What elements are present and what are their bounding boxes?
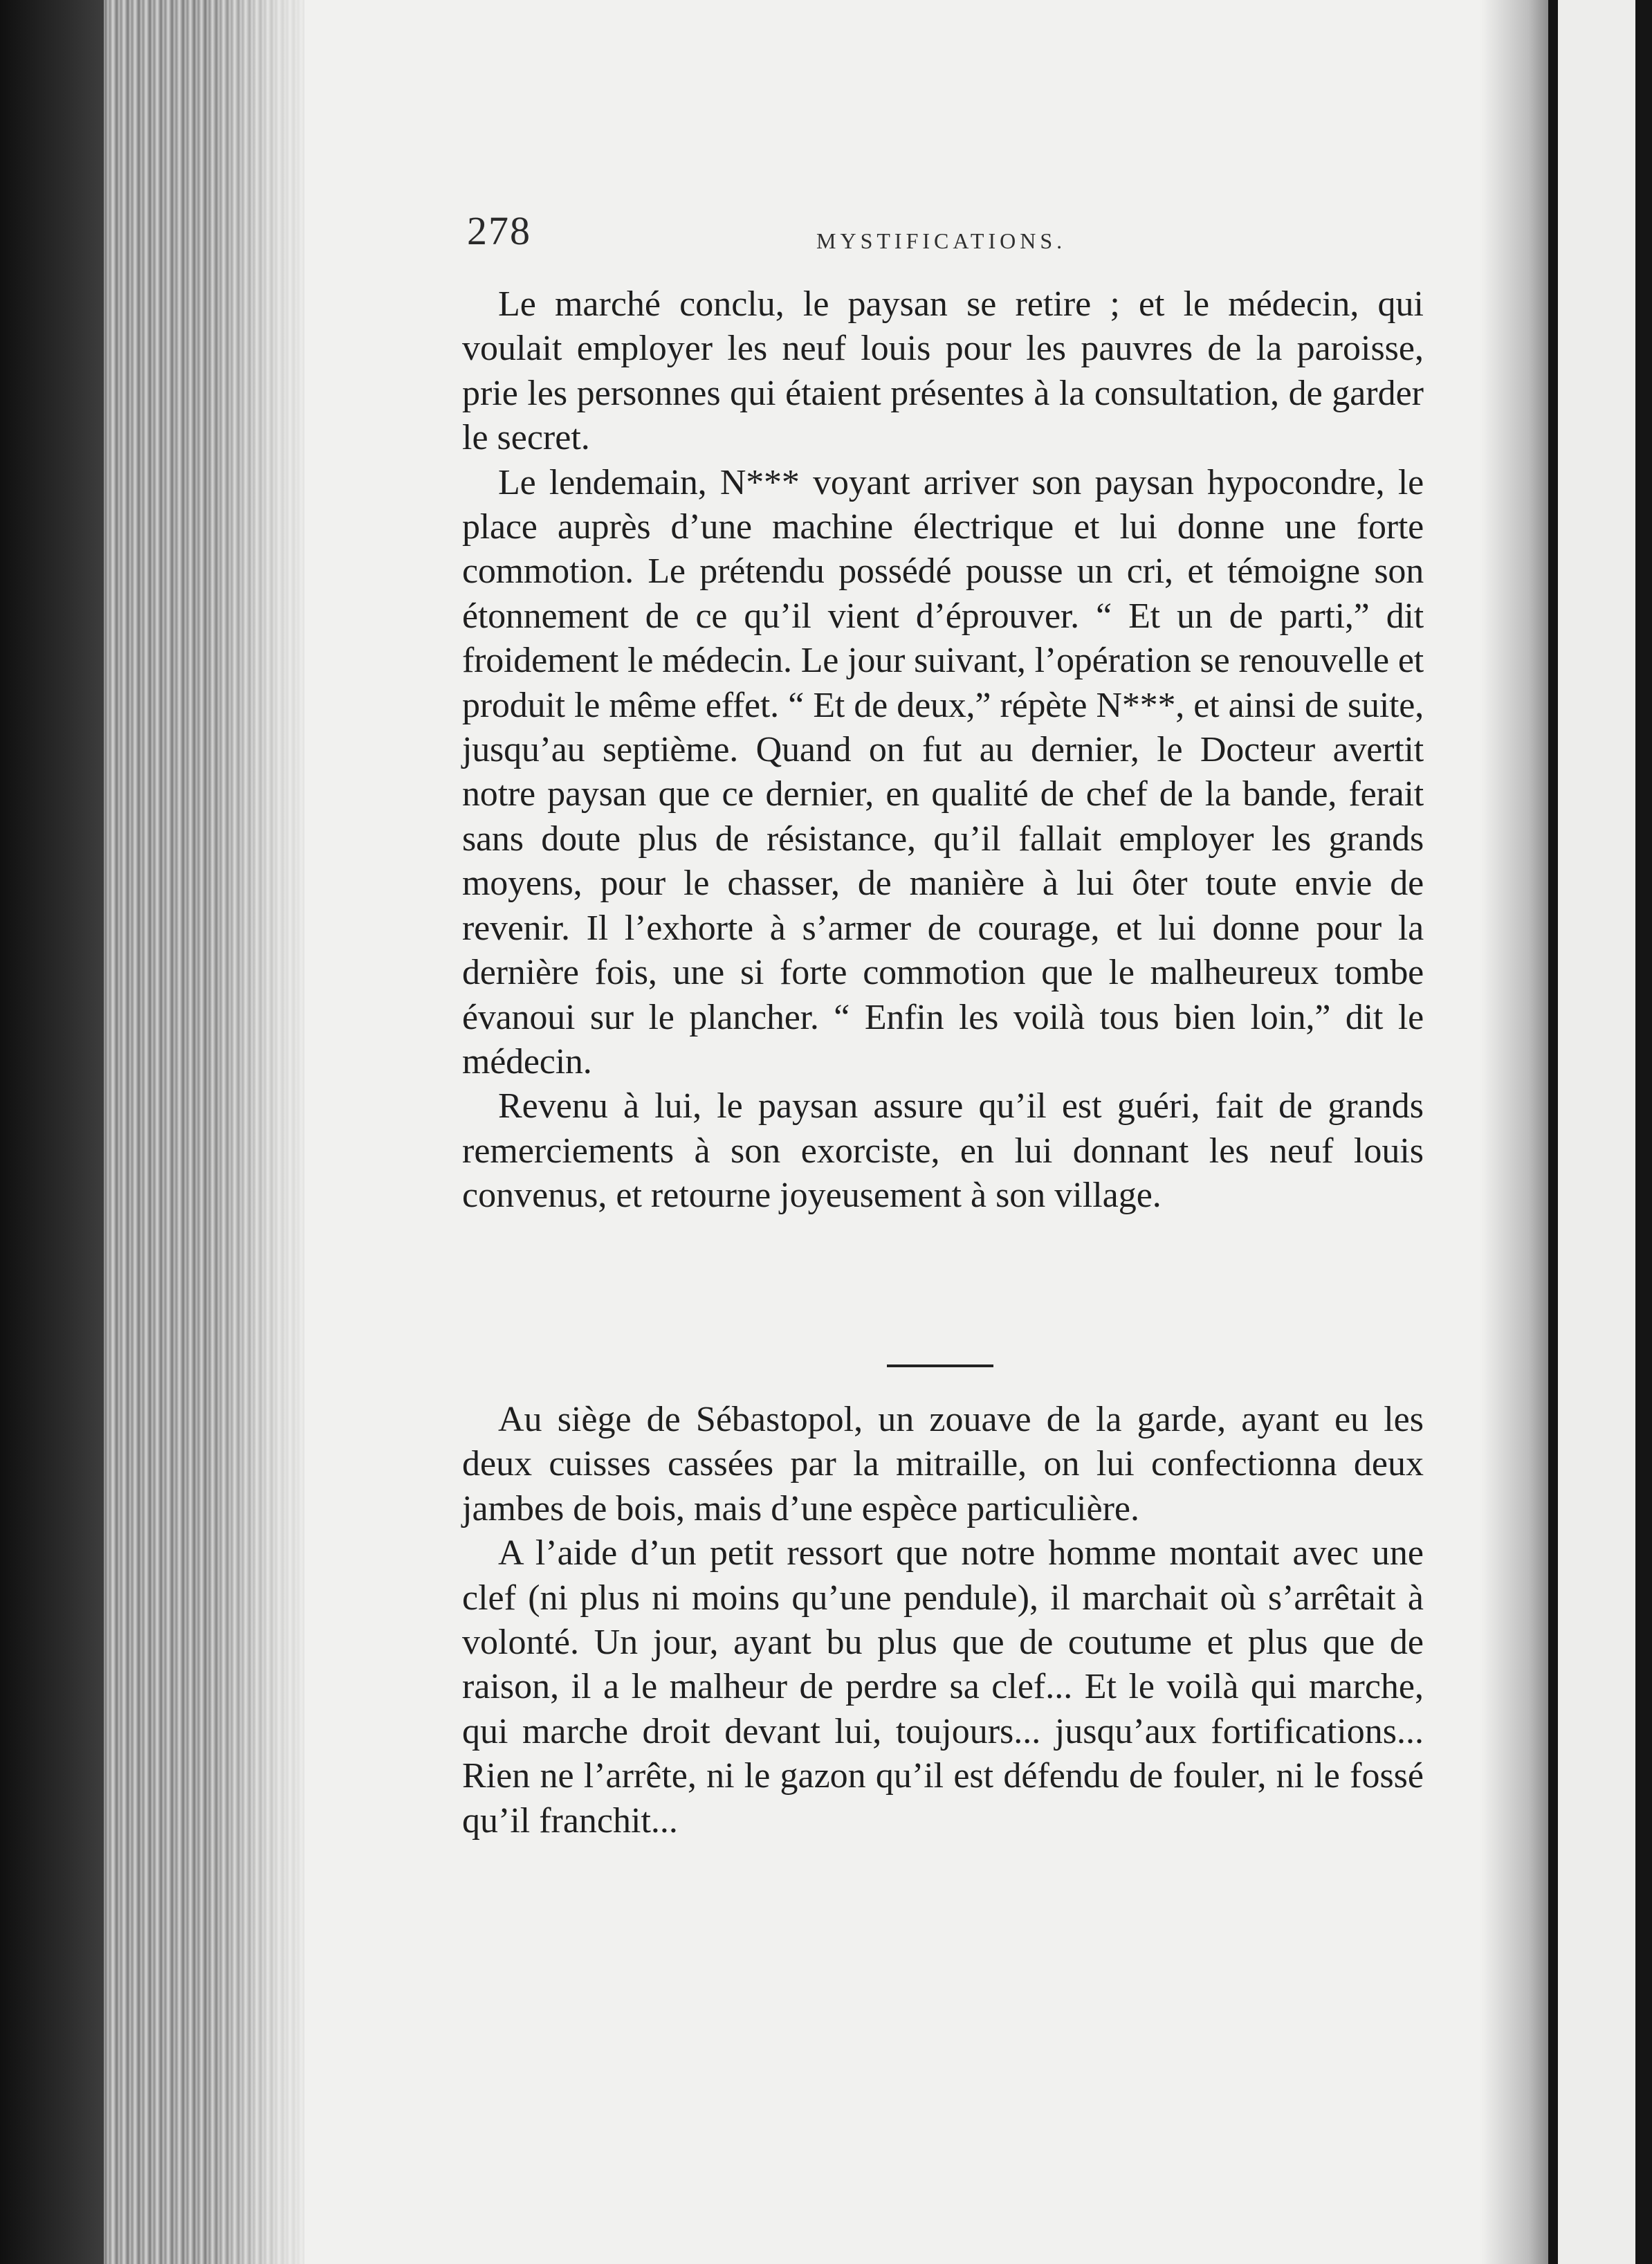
- paragraph: Le marché conclu, le paysan se retire ; et le médecin, qui voulait employer les neuf louis pour les pauvres de la paroisse, prie les personnes qui étaient présentes à la consultation, de garder le secret.: [462, 284, 1424, 458]
- story-two: [462, 1398, 1424, 1843]
- scan-left-border: [0, 0, 104, 2264]
- running-head: [467, 208, 1422, 270]
- gutter-shadow: [1480, 0, 1550, 2264]
- gutter-line: [1548, 0, 1558, 2264]
- story-one: [462, 282, 1424, 1218]
- page-number: 278: [467, 208, 531, 253]
- running-title: MYSTIFICATIONS.: [816, 228, 1067, 253]
- page-edges-fade: [208, 0, 332, 2264]
- paragraph: Revenu à lui, le paysan assure qu’il est guéri, fait de grands remerciements à son exorciste, en lui donnant les neuf louis convenus, et retourne joyeusement à son village.: [462, 1086, 1424, 1216]
- section-separator-rule: [887, 1364, 993, 1367]
- paragraph: Le lendemain, N*** voyant arriver son paysan hypocondre, le place auprès d’une machine électrique et lui donne une forte commotion. Le prétendu possédé pousse un cri, et témoigne son étonnement de ce qu’il vient d’éprouver. “ Et un de parti,” dit froidement le médecin. Le jour suivant, l’opération se renouvelle et produit le même effet. “ Et de deux,” répète N***, et ainsi de suite, jusqu’au septième. Quand on fut au dernier, le Docteur avertit notre paysan que ce dernier, en qualité de chef de la bande, ferait sans doute plus de résistance, qu’il fallait employer les grands moyens, pour le chasser, de manière à lui ôter toute envie de revenir. Il l’exhorte à s’armer de courage, et lui donne pour la dernière fois, une si forte commotion que le malheureux tombe évanoui sur le plancher. “ Enfin les voilà tous bien loin,” dit le médecin.: [462, 462, 1424, 1081]
- paragraph: A l’aide d’un petit ressort que notre homme montait avec une clef (ni plus ni moins qu’une pendule), il marchait où s’arrêtait à volonté. Un jour, ayant bu plus que de coutume et plus que de raison, il a le malheur de perdre sa clef... Et le voilà qui marche, qui marche droit devant lui, toujours... jusqu’aux fortifications... Rien ne l’arrête, ni le gazon qu’il est défendu de fouler, ni le fossé qu’il franchit...: [462, 1533, 1424, 1841]
- facing-page-edge: [1558, 0, 1635, 2264]
- paragraph: Au siège de Sébastopol, un zouave de la garde, ayant eu les deux cuisses cassées par la mitraille, on lui confectionna deux jambes de bois, mais d’une espèce particulière.: [462, 1400, 1424, 1528]
- scan-right-border: [1635, 0, 1652, 2264]
